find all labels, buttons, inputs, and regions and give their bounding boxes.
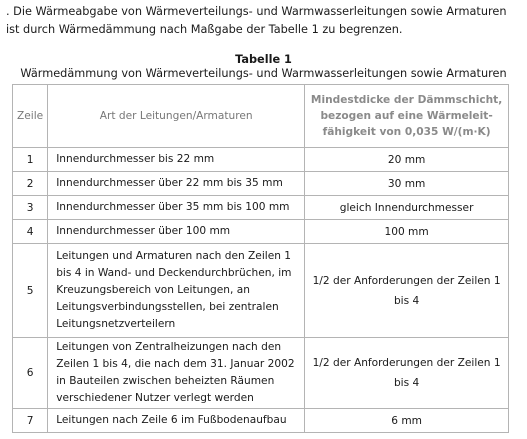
table-row [13,196,509,220]
cell-dicke: 20 mm [305,148,509,172]
cell-art: Innendurchmesser bis 22 mm [48,148,305,172]
table-header [13,85,509,148]
cell-dicke: gleich Innendurchmesser [305,196,509,220]
table-title: Tabelle 1 [235,53,292,66]
cell-dicke: 100 mm [305,220,509,244]
cell-zeile: 2 [13,172,48,196]
cell-art: Innendurchmesser über 35 mm bis 100 mm [48,196,305,220]
cell-dicke: 1/2 der Anforderungen der Zeilen 1 bis 4 [305,244,509,338]
table-row [13,409,509,433]
cell-zeile: 3 [13,196,48,220]
cell-zeile: 5 [13,244,48,338]
header-row [13,85,509,148]
cell-dicke: 30 mm [305,172,509,196]
cell-zeile: 7 [13,409,48,433]
cell-dicke: 1/2 der Anforderungen der Zeilen 1 bis 4 [305,338,509,409]
cell-zeile: 6 [13,338,48,409]
header-zeile: Zeile [13,85,48,148]
cell-art: Innendurchmesser über 22 mm bis 35 mm [48,172,305,196]
cell-art: Leitungen nach Zeile 6 im Fußbodenaufbau [48,409,305,433]
cell-dicke: 6 mm [305,409,509,433]
table-row [13,148,509,172]
table-row [13,338,509,409]
cell-art: Leitungen und Armaturen nach den Zeilen 1 bis 4 in Wand- und Deckendurchbrüchen, im Kreuzungsbereich von Leitungen, an Leitungsverbindungsstellen, bei zentralen Leitungsnetzverteilern [48,244,305,338]
table-row [13,220,509,244]
intro-paragraph: . Die Wärmeabgabe von Wärmeverteilungs- und Warmwasserleitungen sowie Armaturen ist durch Wärmedämmung nach Maßgabe der Tabelle 1 zu begrenzen. [6,5,507,36]
table-row [13,172,509,196]
cell-art: Innendurchmesser über 100 mm [48,220,305,244]
header-mindestdicke: Mindestdicke der Dämmschicht, bezogen auf eine Wärmeleit-fähigkeit von 0,035 W/(m·K) [305,85,509,148]
header-art: Art der Leitungen/Armaturen [48,85,305,148]
table-row [13,244,509,338]
table-body [13,148,509,433]
insulation-table [12,84,509,433]
cell-zeile: 4 [13,220,48,244]
cell-zeile: 1 [13,148,48,172]
table-subtitle: Wärmedämmung von Wärmeverteilungs- und Warmwasserleitungen sowie Armaturen [20,67,507,80]
cell-art: Leitungen von Zentralheizungen nach den Zeilen 1 bis 4, die nach dem 31. Januar 2002 in Bauteilen zwischen beheizten Räumen verschiedener Nutzer verlegt werden [48,338,305,409]
